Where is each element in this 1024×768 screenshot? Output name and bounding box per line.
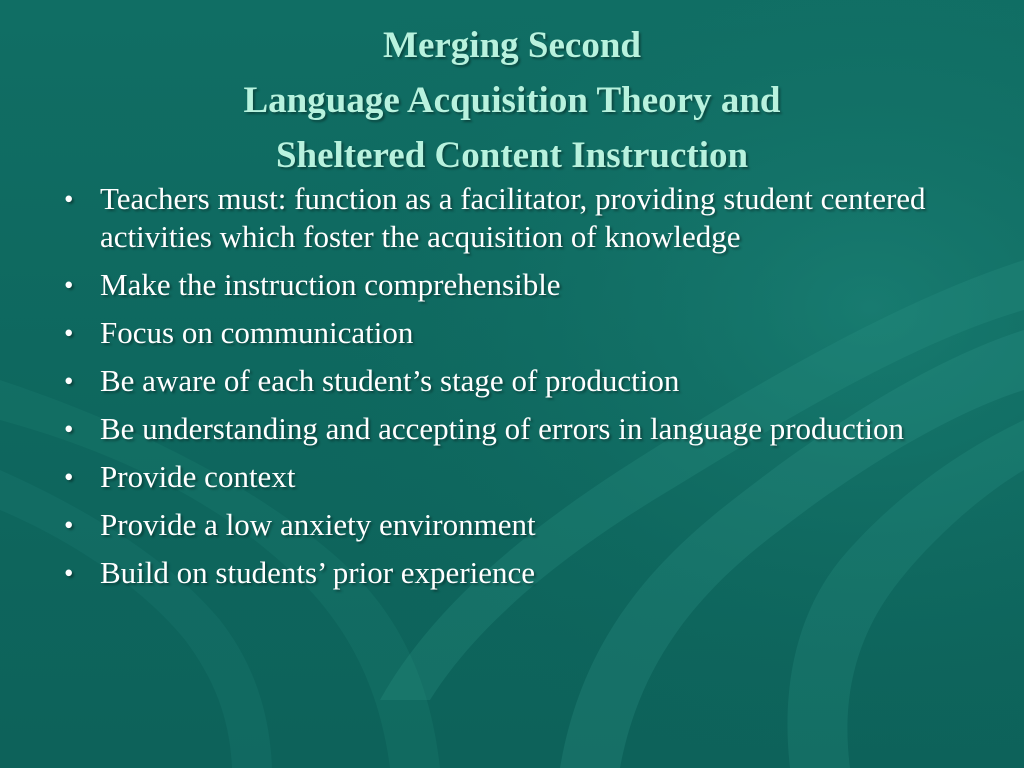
bullet-text: Provide context	[100, 459, 296, 494]
bullet-item	[56, 266, 956, 304]
bullet-item	[56, 180, 956, 256]
bullet-dot-icon: •	[64, 462, 74, 492]
bullet-dot-icon: •	[64, 318, 74, 348]
bullet-item	[56, 362, 956, 400]
title-line-1: Merging Second	[383, 25, 641, 66]
bullet-dot-icon: •	[64, 510, 74, 540]
bullet-text: Be aware of each student’s stage of production	[100, 363, 680, 398]
bullet-dot-icon: •	[64, 414, 74, 444]
bullet-text: Build on students’ prior experience	[100, 555, 536, 590]
bullet-text: Make the instruction comprehensible	[100, 267, 561, 302]
bullet-text: Focus on communication	[100, 315, 414, 350]
slide-title	[60, 18, 964, 183]
bullet-dot-icon: •	[64, 366, 74, 396]
title-line-3: Sheltered Content Instruction	[275, 135, 749, 176]
bullet-item	[56, 506, 956, 544]
bullet-text: Provide a low anxiety environment	[100, 507, 536, 542]
bullet-list	[56, 180, 956, 602]
bullet-dot-icon: •	[64, 184, 74, 214]
bullet-item	[56, 314, 956, 352]
title-line-2: Language Acquisition Theory and	[243, 80, 781, 121]
bullet-item	[56, 458, 956, 496]
bullet-dot-icon: •	[64, 270, 74, 300]
bullet-text: Be understanding and accepting of errors in language production	[100, 411, 905, 446]
bullet-dot-icon: •	[64, 558, 74, 588]
bullet-item	[56, 410, 956, 448]
bullet-text: Teachers must: function as a facilitator, providing student centered activities which foster the acquisition of knowledge	[100, 181, 926, 254]
bullet-item	[56, 554, 956, 592]
